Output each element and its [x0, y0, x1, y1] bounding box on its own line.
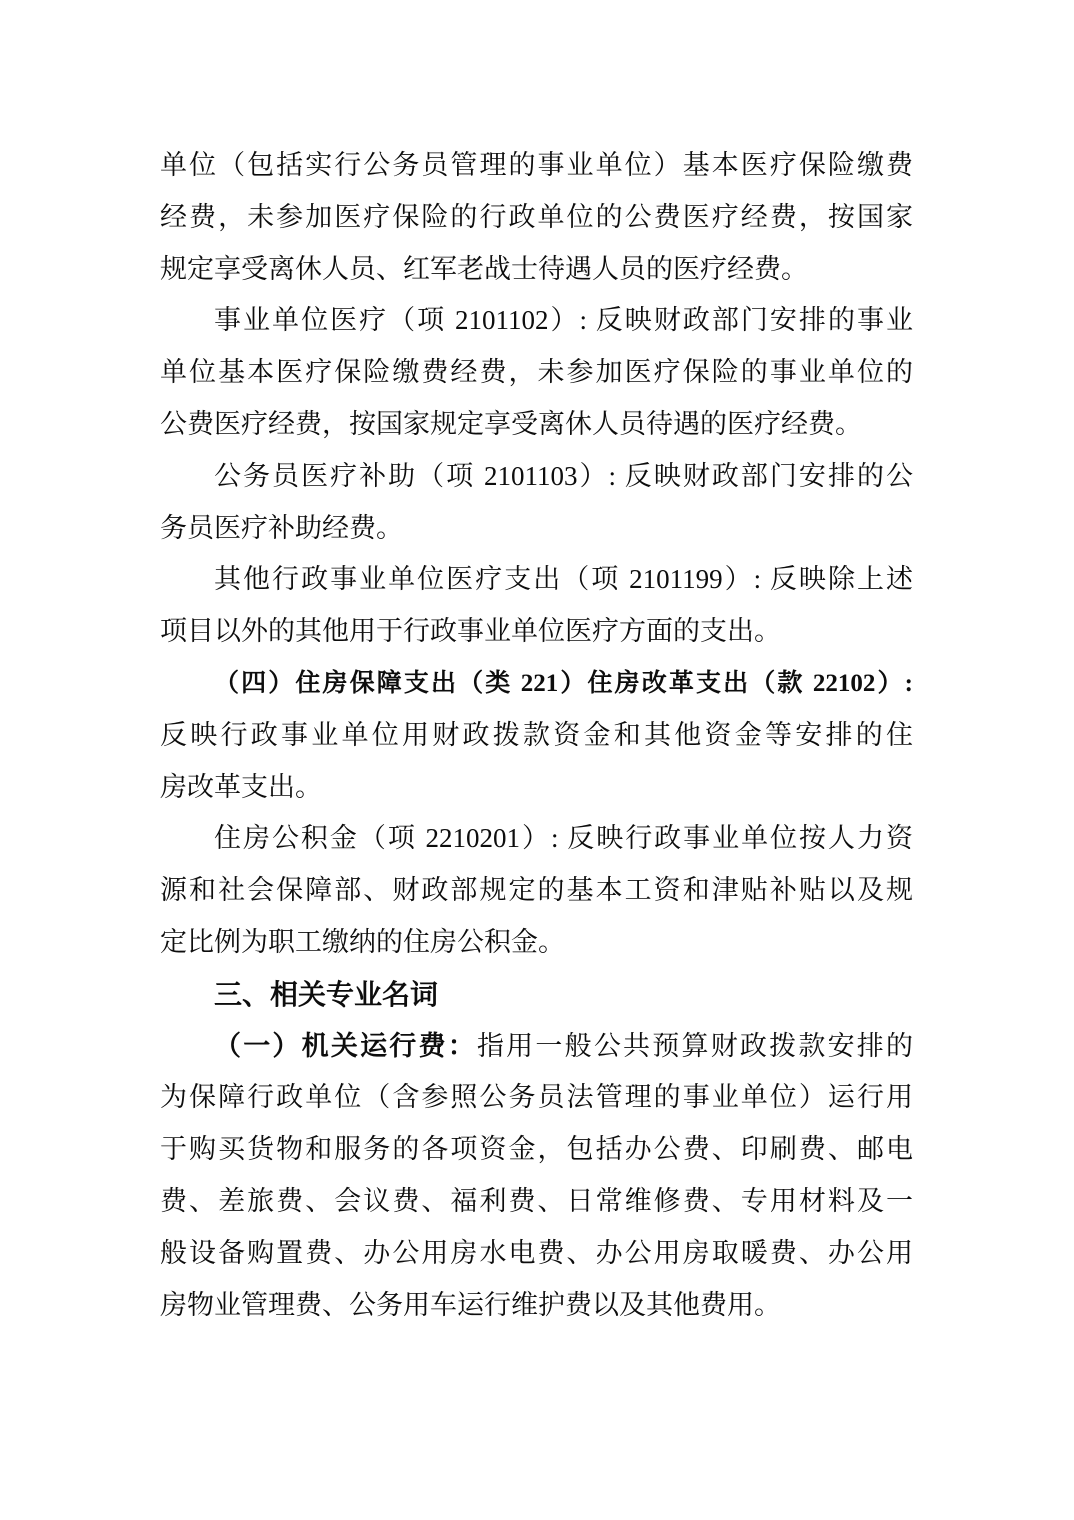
text-line — [160, 1280, 913, 1332]
text-segment: 源和社会保障部、财政部规定的基本工资和津贴补贴以及规 — [160, 875, 913, 906]
text-line — [160, 1228, 913, 1280]
text-line — [160, 347, 913, 399]
text-segment: 定比例为职工缴纳的住房公积金。 — [160, 926, 565, 957]
text-segment: 事业单位医疗（项 2101102）: 反映财政部门安排的事业 — [214, 305, 913, 336]
text-segment: 公务员医疗补助（项 2101103）: 反映财政部门安排的公 — [214, 460, 913, 491]
text-segment: 为保障行政单位（含参照公务员法管理的事业单位）运行用 — [160, 1082, 913, 1113]
text-line — [160, 813, 913, 865]
text-segment: （四）住房保障支出（类 221）住房改革支出（款 22102）: — [214, 669, 913, 697]
text-line — [160, 1072, 913, 1124]
text-segment: 指用一般公共预算财政拨款安排的 — [476, 1030, 914, 1061]
text-line — [160, 762, 913, 814]
text-line — [160, 244, 913, 296]
text-segment: 房改革支出。 — [160, 771, 322, 802]
text-segment: 于购买货物和服务的各项资金，包括办公费、印刷费、邮电 — [160, 1134, 913, 1165]
text-line — [160, 503, 913, 555]
text-segment: 费、差旅费、会议费、福利费、日常维修费、专用材料及一 — [160, 1185, 913, 1216]
text-line — [160, 140, 913, 192]
text-line — [160, 192, 913, 244]
text-line — [160, 1176, 913, 1228]
text-line — [160, 606, 913, 658]
text-line — [160, 710, 913, 762]
text-line — [160, 917, 913, 969]
text-segment: 三、相关专业名词 — [214, 978, 439, 1010]
text-segment: 反映行政事业单位用财政拨款资金和其他资金等安排的住 — [160, 719, 913, 750]
text-segment: 务员医疗补助经费。 — [160, 512, 403, 543]
text-segment: （一）机关运行费： — [214, 1030, 477, 1061]
text-segment: 经费，未参加医疗保险的行政单位的公费医疗经费，按国家 — [160, 201, 913, 232]
text-line — [160, 865, 913, 917]
text-line — [160, 554, 913, 606]
text-line — [160, 658, 913, 710]
text-segment: 公费医疗经费，按国家规定享受离休人员待遇的医疗经费。 — [160, 408, 862, 439]
document-lines — [160, 140, 913, 1331]
text-segment: 房物业管理费、公务用车运行维护费以及其他费用。 — [160, 1289, 781, 1320]
text-line — [160, 295, 913, 347]
text-line — [160, 1021, 913, 1073]
text-segment: 住房公积金（项 2210201）: 反映行政事业单位按人力资 — [214, 823, 913, 854]
text-segment: 规定享受离休人员、红军老战士待遇人员的医疗经费。 — [160, 253, 808, 284]
text-segment: 单位（包括实行公务员管理的事业单位）基本医疗保险缴费 — [160, 150, 913, 180]
text-line — [160, 399, 913, 451]
section-heading — [160, 969, 913, 1021]
text-line — [160, 1124, 913, 1176]
text-segment: 般设备购置费、办公用房水电费、办公用房取暖费、办公用 — [160, 1237, 913, 1268]
text-segment: 单位基本医疗保险缴费经费，未参加医疗保险的事业单位的 — [160, 357, 913, 388]
text-line — [160, 451, 913, 503]
text-segment: 项目以外的其他用于行政事业单位医疗方面的支出。 — [160, 616, 781, 647]
text-segment: 其他行政事业单位医疗支出（项 2101199）: 反映除上述 — [214, 564, 913, 595]
